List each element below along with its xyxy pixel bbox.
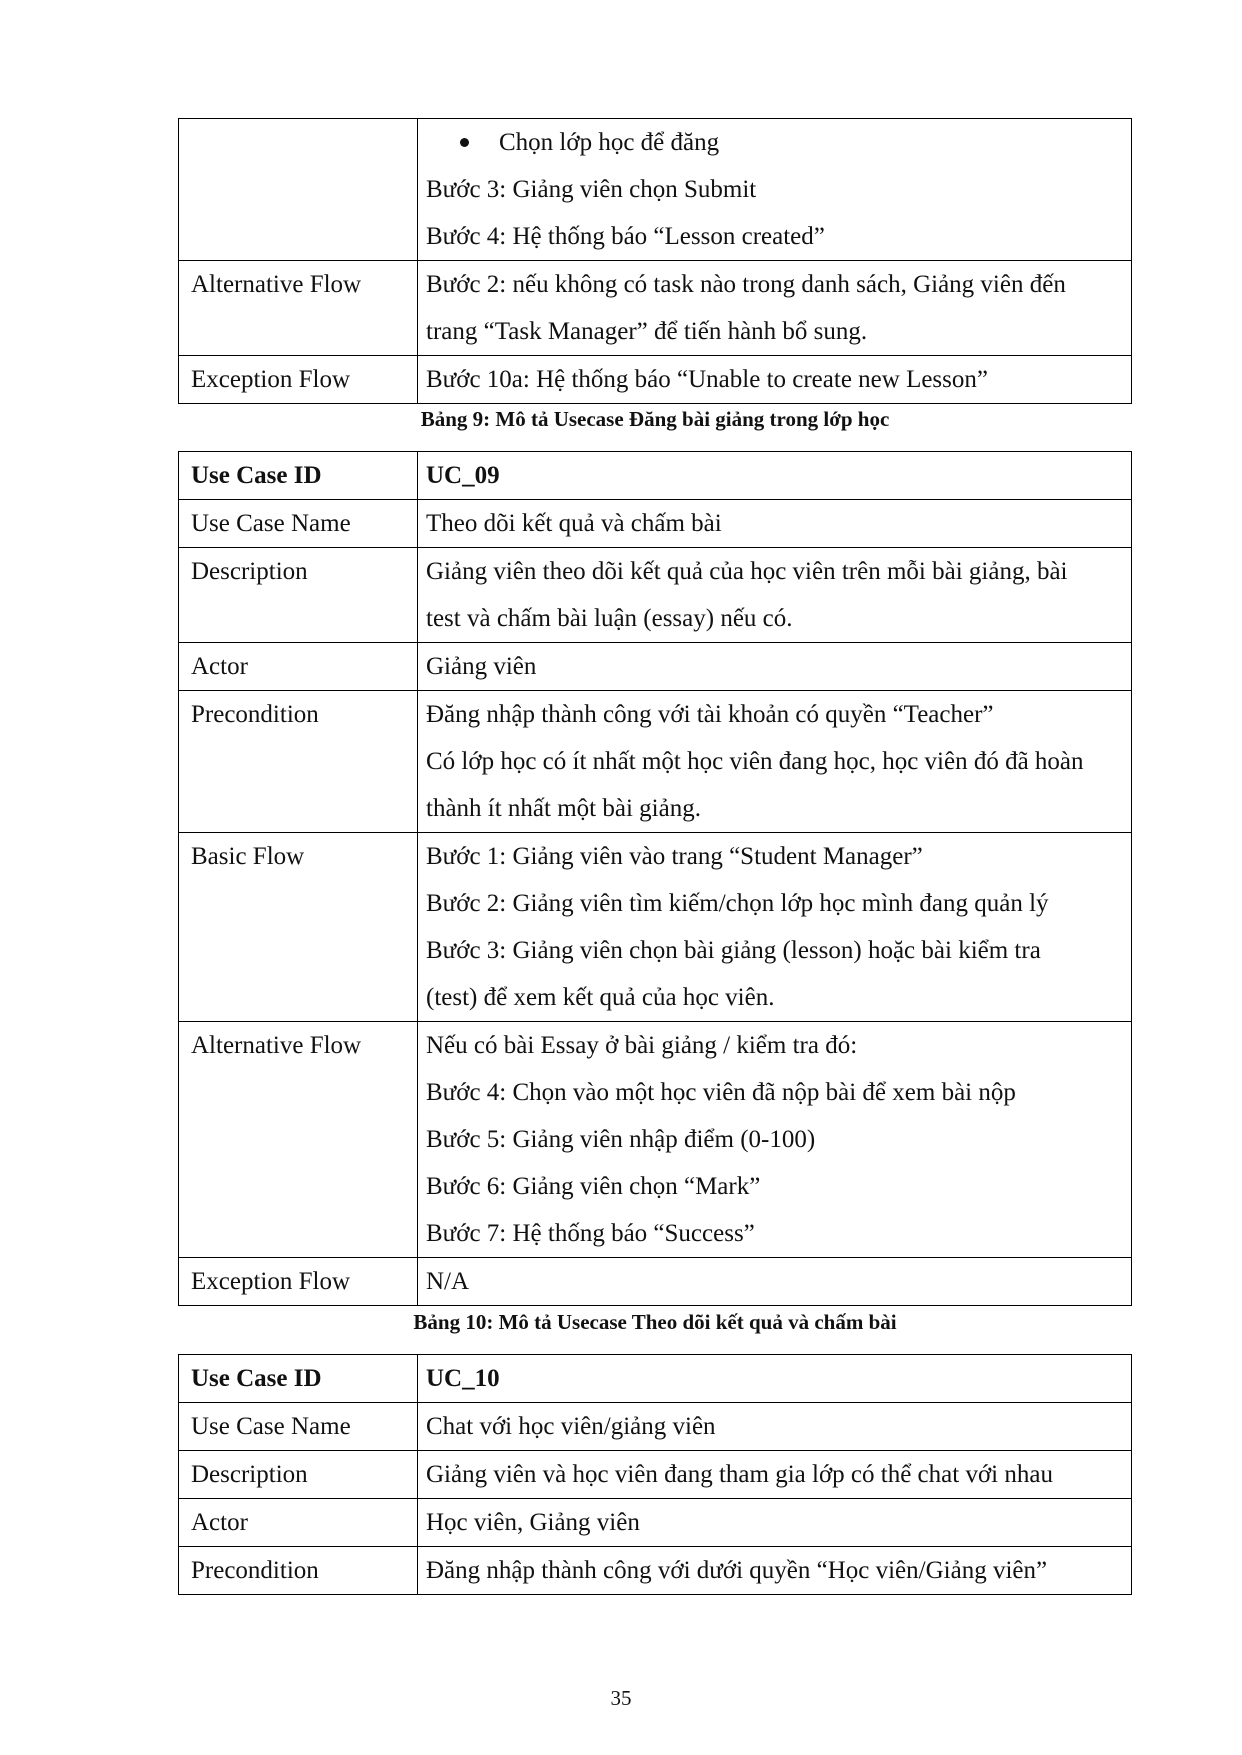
page-number: 35 (610, 1686, 632, 1710)
table-row (179, 356, 1132, 404)
row-label: Use Case ID (179, 1355, 418, 1403)
table-row (179, 643, 1132, 691)
row-label: Description (179, 1451, 418, 1499)
table-row (179, 452, 1132, 500)
table-caption-9: Bảng 9: Mô tả Usecase Đăng bài giảng trong lớp học (420, 407, 890, 431)
bullet-item: Chọn lớp học để đăng (426, 119, 1123, 166)
table-row (179, 1403, 1132, 1451)
row-content: Bước 10a: Hệ thống báo “Unable to create new Lesson” (418, 356, 1132, 404)
row-content: Bước 2: nếu không có task nào trong danh sách, Giảng viên đến trang “Task Manager” để tiến hành bổ sung. (418, 261, 1132, 356)
row-label: Alternative Flow (179, 1022, 418, 1258)
table-row (179, 1451, 1132, 1499)
row-label: Alternative Flow (179, 261, 418, 356)
row-label: Exception Flow (179, 356, 418, 404)
table-row (179, 548, 1132, 643)
table-row (179, 691, 1132, 833)
row-content: Theo dõi kết quả và chấm bài (418, 500, 1132, 548)
row-content: UC_09 (418, 452, 1132, 500)
table-row (179, 1258, 1132, 1306)
row-content: Chọn lớp học để đăng Bước 3: Giảng viên chọn Submit Bước 4: Hệ thống báo “Lesson created” (418, 119, 1132, 261)
table-caption-10: Bảng 10: Mô tả Usecase Theo dõi kết quả và chấm bài (413, 1310, 897, 1334)
row-label: Exception Flow (179, 1258, 418, 1306)
usecase-table-uc09 (178, 451, 1132, 1306)
row-content: Đăng nhập thành công với tài khoản có quyền “Teacher” Có lớp học có ít nhất một học viên đang học, học viên đó đã hoàn thành ít nhất một bài giảng. (418, 691, 1132, 833)
row-content: Đăng nhập thành công với dưới quyền “Học viên/Giảng viên” (418, 1547, 1132, 1595)
row-label: Precondition (179, 691, 418, 833)
row-label: Use Case Name (179, 500, 418, 548)
row-content: Bước 1: Giảng viên vào trang “Student Manager” Bước 2: Giảng viên tìm kiếm/chọn lớp học mình đang quản lý Bước 3: Giảng viên chọn bài giảng (lesson) hoặc bài kiểm tra (test) để xem kết quả của học viên. (418, 833, 1132, 1022)
row-label: Basic Flow (179, 833, 418, 1022)
table-row (179, 261, 1132, 356)
table-row (179, 1022, 1132, 1258)
row-label: Description (179, 548, 418, 643)
table-row (179, 500, 1132, 548)
row-label: Actor (179, 643, 418, 691)
table-row (179, 833, 1132, 1022)
table-row (179, 1499, 1132, 1547)
row-content: Nếu có bài Essay ở bài giảng / kiểm tra đó: Bước 4: Chọn vào một học viên đã nộp bài để xem bài nộp Bước 5: Giảng viên nhập điểm (0-100) Bước 6: Giảng viên chọn “Mark” Bước 7: Hệ thống báo “Success” (418, 1022, 1132, 1258)
row-content: Giảng viên theo dõi kết quả của học viên trên mỗi bài giảng, bài test và chấm bài luận (essay) nếu có. (418, 548, 1132, 643)
row-label: Use Case ID (179, 452, 418, 500)
table-row (179, 1547, 1132, 1595)
table-row (179, 1355, 1132, 1403)
row-label (179, 119, 418, 261)
usecase-table-continued (178, 118, 1132, 404)
usecase-table-uc10 (178, 1354, 1132, 1595)
row-label: Use Case Name (179, 1403, 418, 1451)
bullet-dot-icon (460, 138, 469, 147)
row-content: Học viên, Giảng viên (418, 1499, 1132, 1547)
row-label: Actor (179, 1499, 418, 1547)
table-row (179, 119, 1132, 261)
row-content: UC_10 (418, 1355, 1132, 1403)
row-content: Chat với học viên/giảng viên (418, 1403, 1132, 1451)
row-label: Precondition (179, 1547, 418, 1595)
row-content: Giảng viên và học viên đang tham gia lớp có thể chat với nhau (418, 1451, 1132, 1499)
row-content: N/A (418, 1258, 1132, 1306)
row-content: Giảng viên (418, 643, 1132, 691)
